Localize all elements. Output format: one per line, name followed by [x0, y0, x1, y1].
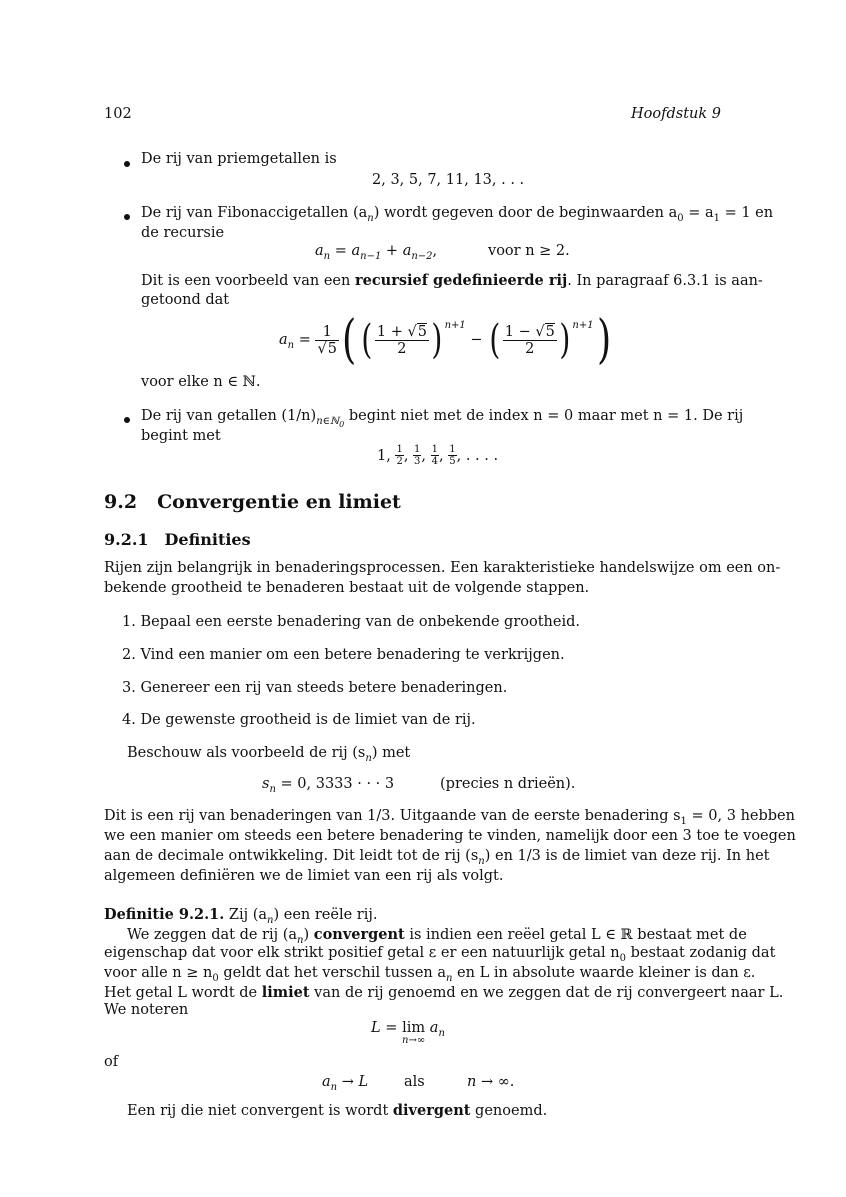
example-intro: Beschouw als voorbeeld de rij $(s_n)$ met	[127, 745, 411, 764]
primes-intro: De rij van priemgetallen is	[141, 151, 337, 167]
list-item: 1. Bepaal een eerste benadering van de onbekende grootheid.	[122, 614, 580, 630]
binet-validity: voor elke n ∈ ℕ.	[141, 374, 261, 390]
definition-line-5: Het getal L wordt de limiet van de rij genoemd en we zeggen dat de rij convergeert naar L.	[104, 984, 784, 1001]
convergence-condition: n → ∞.	[467, 1074, 515, 1090]
recip-sequence: 1, $\frac{1}{2}$ , $\frac{1}{3}$ , $\frac{1}{4}$ , $\frac{1}{5}$ , . . . .	[377, 444, 499, 467]
fib-line-2: de recursie	[141, 225, 225, 241]
bullet-dot	[124, 161, 130, 167]
example-para-line-1: Dit is een rij van benaderingen van 1/3. Uitgaande van de eerste benadering $s_1 = 0$, 3 hebben	[104, 808, 795, 827]
fib-recursion-formula: $a_n = a_{n-1} + a_{n-2}$,	[315, 243, 438, 262]
bullet-dot	[124, 417, 130, 423]
running-header: Hoofdstuk 9	[631, 106, 721, 122]
recip-line-1: De rij van getallen $(1/n)_{n\in ℕ_0}$ begint niet met de index n = 0 maar met n = 1. De rij	[141, 408, 744, 429]
definition-line-3: eigenschap dat voor elk strikt positief getal ε er een natuurlijk getal $n_0$ bestaat zodanig dat	[104, 945, 776, 964]
convergence-formula: $a_n \to L$	[322, 1074, 369, 1093]
definition-or: of	[104, 1054, 119, 1070]
intro-line-2: bekende grootheid te benaderen bestaat uit de volgende stappen.	[104, 580, 590, 596]
limit-formula: L = lim n→∞ $a_n$	[371, 1020, 445, 1046]
recip-line-2: begint met	[141, 428, 221, 444]
definition-line-4: voor alle $n \ge n_0$ geldt dat het verschil tussen $a_n$ en L in absolute waarde kleiner is dan ε.	[104, 965, 756, 984]
fib-recursion-condition: voor n ≥ 2.	[488, 243, 570, 259]
definition-title: Definitie 9.2.1. Zij $(a_n)$ een reële rij.	[104, 906, 378, 926]
example-para-line-4: algemeen definiëren we de limiet van een rij als volgt.	[104, 868, 504, 884]
list-item: 2. Vind een manier om een betere benadering te verkrijgen.	[122, 647, 565, 663]
primes-sequence: 2, 3, 5, 7, 11, 13, . . .	[372, 172, 525, 188]
subsection-heading: 9.2.1 Definities	[104, 530, 251, 549]
recursive-sentence: Dit is een voorbeeld van een recursief gedefinieerde rij. In paragraaf 6.3.1 is aan-	[141, 272, 763, 289]
intro-line-1: Rijen zijn belangrijk in benaderingsprocessen. Een karakteristieke handelswijze om een on-	[104, 560, 781, 576]
definition-line-2: We zeggen dat de rij $(a_n)$ convergent is indien een reëel getal L ∈ ℝ bestaat met de	[127, 926, 747, 946]
example-formula-note: (precies n drieën).	[440, 776, 576, 792]
definition-line-6: We noteren	[104, 1002, 189, 1018]
convergence-als: als	[404, 1074, 425, 1090]
page-number: 102	[104, 106, 132, 122]
example-para-line-2: we een manier om steeds een betere benadering te vinden, namelijk door een 3 toe te voegen	[104, 828, 796, 844]
divergent-sentence: Een rij die niet convergent is wordt divergent genoemd.	[127, 1102, 548, 1119]
section-heading: 9.2 Convergentie en limiet	[104, 491, 401, 513]
example-formula: $s_n = 0$, 3333 · · · 3	[262, 776, 395, 795]
bullet-dot	[124, 214, 130, 220]
example-para-line-3: aan de decimale ontwikkeling. Dit leidt tot de rij $(s_n)$ en 1/3 is de limiet van deze rij. In het	[104, 848, 770, 867]
list-item: 3. Genereer een rij van steeds betere benaderingen.	[122, 680, 508, 696]
fib-line-1: De rij van Fibonaccigetallen $(a_n)$ wordt gegeven door de beginwaarden $a_0 = a_1 = 1$ en	[141, 205, 774, 224]
binet-formula: $a_n$ = $\frac{1}{√5}$ ( ( $\frac{1 + √5}{2}$ ) $^{n+1}$ − ( $\frac{1 - √5}{2}$ ) $^{n+1}$ )	[279, 310, 611, 370]
list-item: 4. De gewenste grootheid is de limiet van de rij.	[122, 712, 476, 728]
recursive-sentence-2: getoond dat	[141, 292, 230, 308]
